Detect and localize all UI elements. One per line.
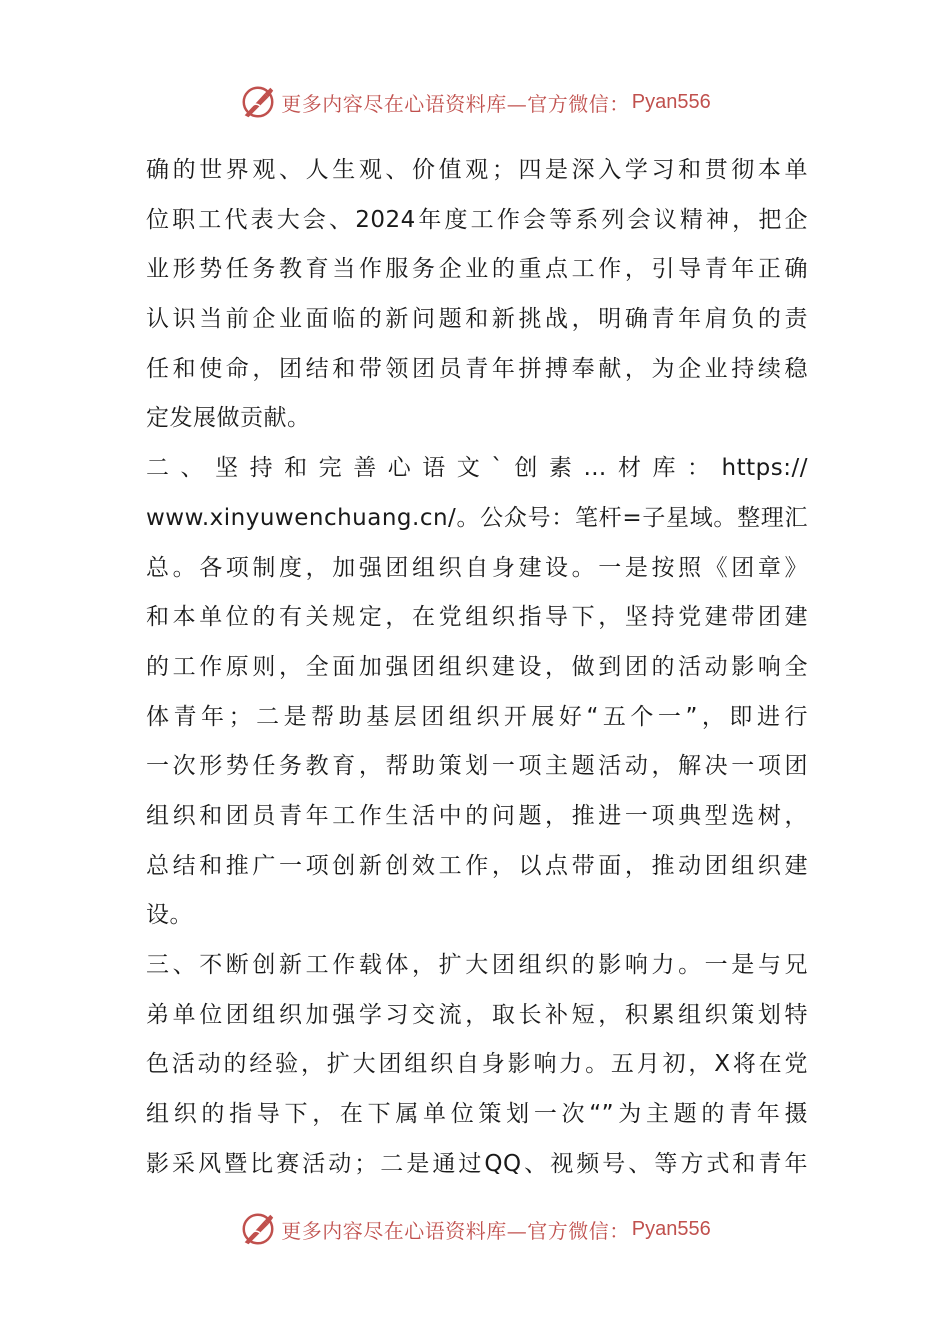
pen-logo-icon — [239, 83, 277, 121]
watermark-text: 更多内容尽在心语资料库—官方微信： — [281, 1218, 630, 1243]
body-line: 总结和推广一项创新创效工作，以点带面，推动团组织建 — [146, 852, 808, 879]
body-line: 影采风暨比赛活动；二是通过QQ、视频号、等方式和青年 — [146, 1150, 808, 1177]
watermark-wechat-id: Pyan556 — [631, 1217, 711, 1240]
watermark-wechat-id: Pyan556 — [631, 90, 711, 113]
body-line: 组织和团员青年工作生活中的问题，推进一项典型选树， — [146, 802, 808, 829]
body-line: 设。 — [146, 902, 193, 929]
watermark-footer — [0, 1207, 950, 1251]
body-line: 的工作原则，全面加强团组织建设，做到团的活动影响全 — [146, 653, 808, 680]
body-line: 弟单位团组织加强学习交流，取长补短，积累组织策划特 — [146, 1001, 808, 1028]
pen-logo-icon — [239, 1210, 277, 1248]
document-body — [146, 146, 808, 1189]
watermark-text: 更多内容尽在心语资料库—官方微信： — [281, 91, 630, 116]
body-line: 和本单位的有关规定，在党组织指导下，坚持党建带团建 — [146, 604, 808, 631]
body-line: 定发展做贡献。 — [146, 405, 311, 432]
body-line: 确的世界观、人生观、价值观；四是深入学习和贯彻本单 — [146, 157, 808, 183]
body-line: 二、坚持和完善心语文`创素…材库：https:// — [146, 455, 808, 482]
body-line: 任和使命，团结和带领团员青年拼搏奉献，为企业持续稳 — [146, 355, 808, 382]
body-line: 组织的指导下，在下属单位策划一次“”为主题的青年摄 — [146, 1101, 808, 1128]
body-line: 一次形势任务教育，帮助策划一项主题活动，解决一项团 — [146, 753, 808, 780]
body-line: 体青年；二是帮助基层团组织开展好“五个一”，即进行 — [146, 703, 808, 730]
body-line: 位职工代表大会、2024年度工作会等系列会议精神，把企 — [146, 206, 808, 233]
body-line: 三、不断创新工作载体，扩大团组织的影响力。一是与兄 — [146, 952, 808, 978]
watermark-header — [0, 80, 950, 124]
body-line: www.xinyuwenchuang.cn/。公众号：笔杆=子星域。整理汇 — [146, 504, 808, 531]
body-line: 总。各项制度，加强团组织自身建设。一是按照《团章》 — [146, 554, 808, 581]
body-line: 业形势任务教育当作服务企业的重点工作，引导青年正确 — [146, 256, 808, 283]
body-line: 认识当前企业面临的新问题和新挑战，明确青年肩负的责 — [146, 306, 808, 333]
body-line: 色活动的经验，扩大团组织自身影响力。五月初，X将在党 — [146, 1051, 808, 1078]
